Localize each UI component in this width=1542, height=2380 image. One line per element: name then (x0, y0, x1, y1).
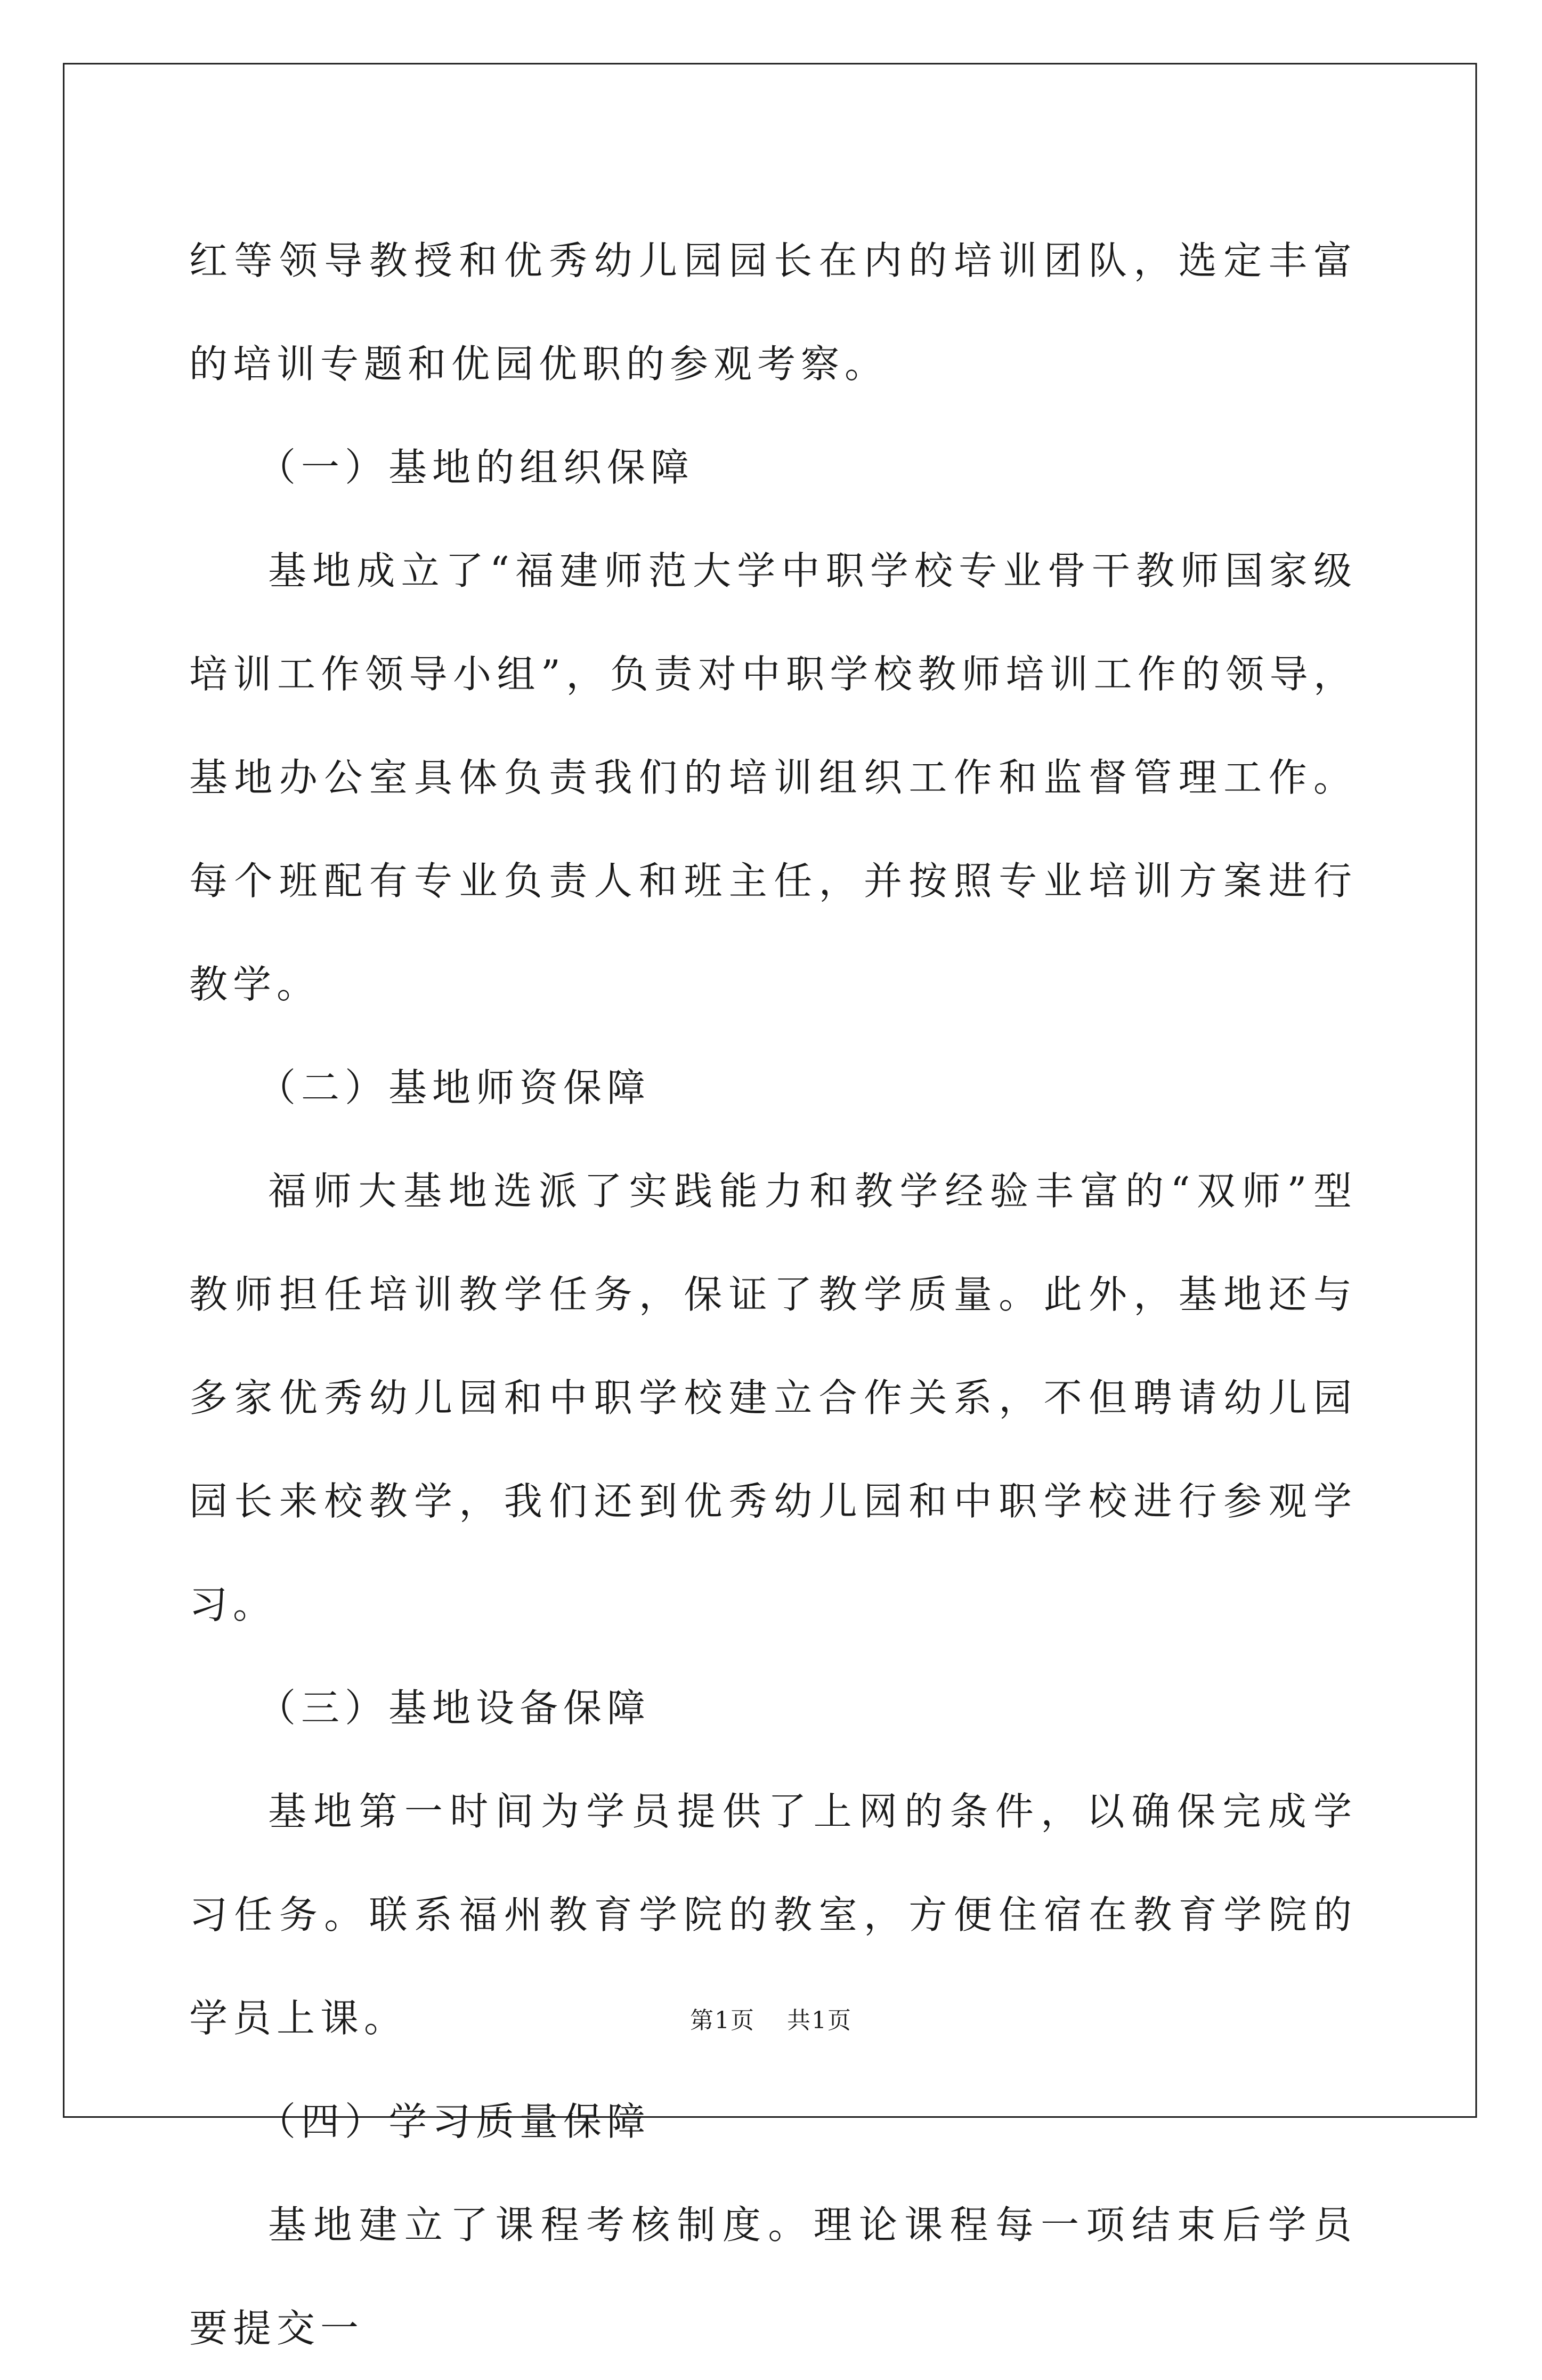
section-heading-2: （二）基地师资保障 (257, 1065, 651, 1110)
section-heading-4: （四）学习质量保障 (257, 2099, 651, 2144)
paragraph-continuation: 红等领导教授和优秀幼儿园园长在内的培训团队，选定丰富的培训专题和优园优职的参观考察。 (189, 238, 1357, 386)
paragraph-equipment: 基地第一时间为学员提供了上网的条件，以确保完成学习任务。联系福州教育学院的教室，方便住宿在教育学院的学员上课。 (189, 1789, 1357, 2041)
paragraph-organization: 基地成立了“福建师范大学中职学校专业骨干教师国家级培训工作领导小组”，负责对中职学校教师培训工作的领导，基地办公室具体负责我们的培训组织工作和监督管理工作。每个班配有专业负责人和班主任，并按照专业培训方案进行教学。 (189, 548, 1357, 1007)
section-heading-1: （一）基地的组织保障 (257, 445, 695, 490)
paragraph-quality: 基地建立了课程考核制度。理论课程每一项结束后学员要提交一 (189, 2203, 1357, 2351)
document-body (189, 209, 1357, 2380)
section-heading-3: （三）基地设备保障 (257, 1686, 651, 1730)
page-number: 第1页 (690, 2007, 755, 2034)
paragraph-faculty: 福师大基地选派了实践能力和教学经验丰富的“双师”型教师担任培训教学任务，保证了教学质量。此外，基地还与多家优秀幼儿园和中职学校建立合作关系，不但聘请幼儿园园长来校教学，我们还到优秀幼儿园和中职学校进行参观学习。 (189, 1169, 1357, 1627)
page-footer (0, 2005, 1542, 2037)
page-total: 共1页 (787, 2007, 852, 2034)
